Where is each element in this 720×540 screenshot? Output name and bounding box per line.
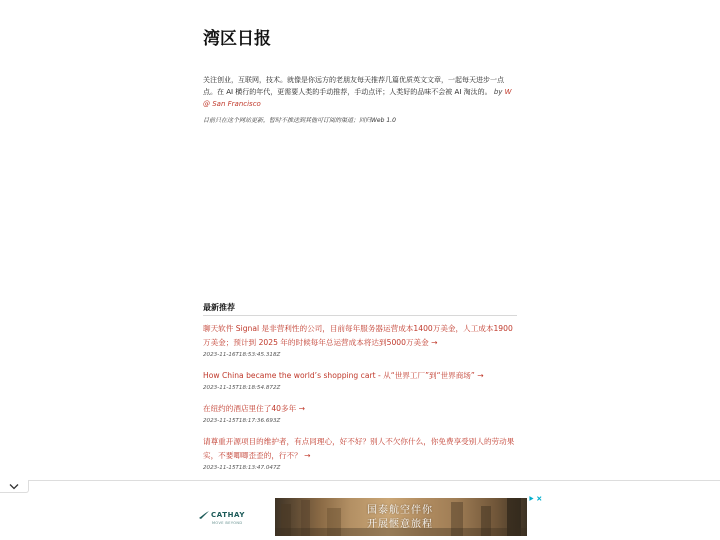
article-date: 2023-11-15T18:13:47.047Z bbox=[203, 465, 281, 471]
article-link[interactable]: 请尊重开源项目的维护者，有点同理心，好不好？别人不欠你什么，你免费享受别人的劳动果实，不要唧唧歪歪的，行不？ → bbox=[203, 437, 515, 460]
ad-banner[interactable] bbox=[178, 494, 542, 540]
site-title[interactable]: 湾区日报 bbox=[203, 29, 271, 49]
ad-choices[interactable] bbox=[528, 495, 542, 503]
list-item bbox=[203, 402, 517, 426]
chevron-down-icon bbox=[9, 483, 19, 490]
author-link[interactable]: W @ San Francisco bbox=[203, 88, 512, 108]
by-label: by bbox=[493, 88, 503, 96]
article-link[interactable]: 聊天软件 Signal 是非营利性的公司，目前每年服务器运营成本1400万美金，人工成本1900万美金；预计到 2025 年的时候每年总运营成本将达到5000万美金 → bbox=[203, 324, 513, 347]
ad-collapse-bar bbox=[0, 480, 720, 494]
article-link[interactable]: 在纽约的酒店里住了40多年 → bbox=[203, 404, 305, 413]
section-divider bbox=[203, 315, 517, 316]
article-link[interactable]: How China became the world’s shopping cart - 从“世界工厂”到“世界商场” → bbox=[203, 371, 484, 380]
site-intro bbox=[203, 74, 517, 110]
ad-brand-tagline: MOVE BEYOND bbox=[212, 521, 243, 525]
article-date: 2023-11-15T18:18:54.872Z bbox=[203, 385, 281, 391]
close-icon[interactable] bbox=[536, 495, 543, 502]
brushwing-icon bbox=[198, 510, 210, 520]
ad-brand-name: CATHAY bbox=[211, 511, 246, 519]
ad-line-2: 开展惬意旅程 bbox=[367, 519, 433, 530]
latest-heading: 最新推荐 bbox=[203, 303, 235, 312]
intro-text: 关注创业，互联网，技术。就像是你远方的老朋友每天推荐几篇优质英文文章，一起每天进步一点点。在 AI 横行的年代，更需要人类的手动推荐，手动点评；人类好的品味不会被 AI 淘汰的。 bbox=[203, 76, 504, 96]
article-date: 2023-11-16T18:53:45.318Z bbox=[203, 352, 281, 358]
ad-info-icon[interactable] bbox=[528, 495, 535, 502]
cathay-logo bbox=[198, 508, 258, 530]
article-date: 2023-11-15T18:17:36.693Z bbox=[203, 418, 281, 424]
list-item bbox=[203, 369, 517, 393]
ad-headline bbox=[367, 504, 433, 532]
article-list bbox=[203, 322, 517, 505]
update-notice: 目前只在这个网站更新，暂时不推送到其他可订阅的渠道；回归Web 1.0 bbox=[203, 117, 396, 124]
list-item bbox=[203, 435, 517, 473]
list-item bbox=[203, 322, 517, 360]
ad-line-1: 国泰航空伴你 bbox=[367, 505, 433, 516]
ad-image bbox=[275, 498, 527, 536]
ad-collapse-button[interactable] bbox=[0, 480, 29, 493]
